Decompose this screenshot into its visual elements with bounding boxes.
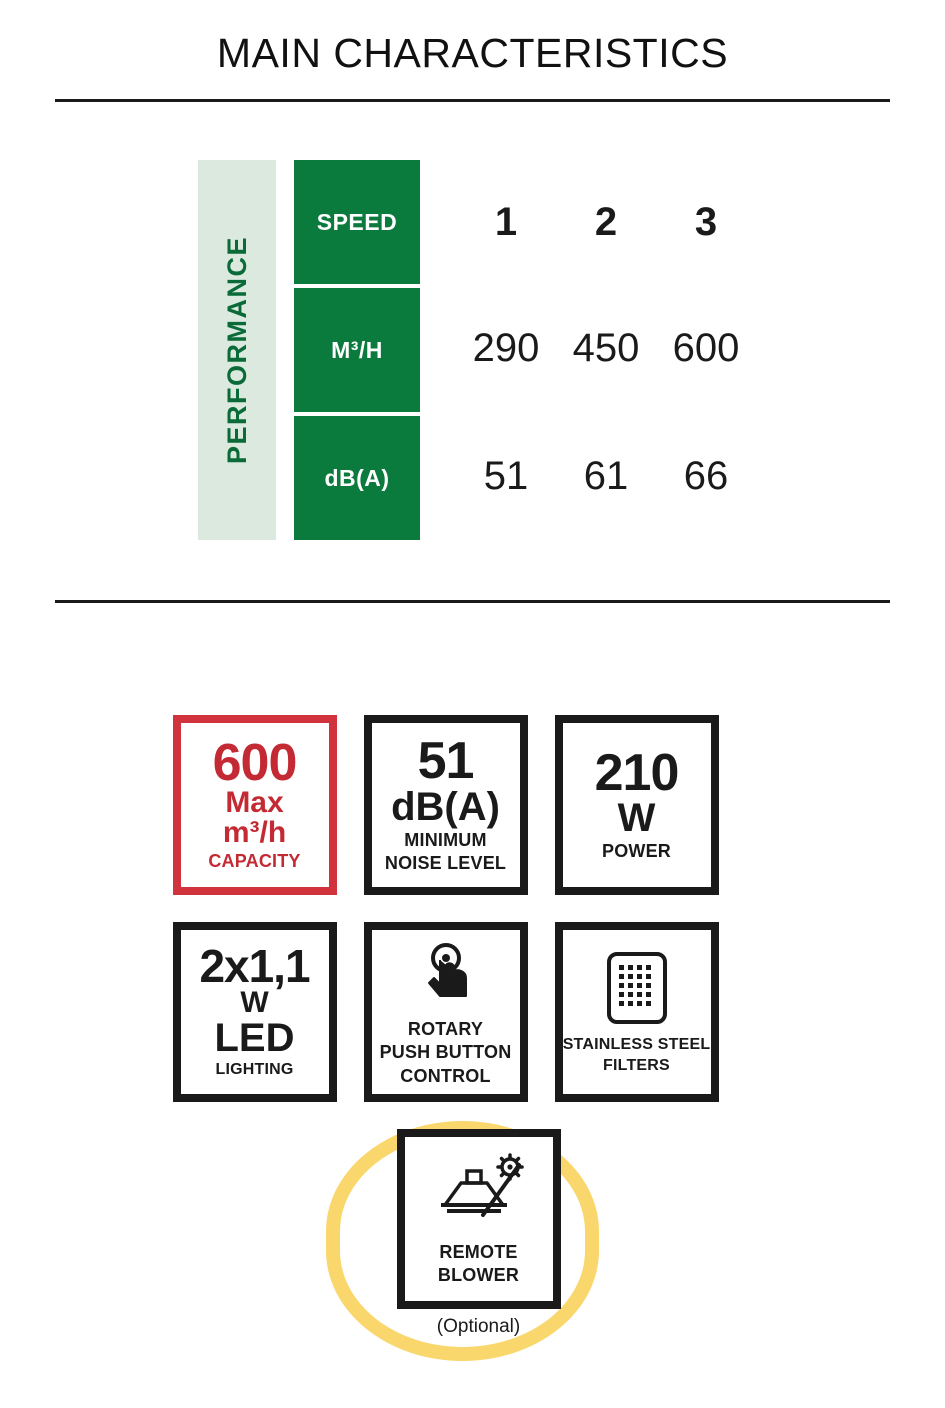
capacity-value: 600 [212,733,297,792]
feature-badges [173,603,773,1338]
page-title: MAIN CHARACTERISTICS [216,30,729,76]
noise-caption-line2: NOISE LEVEL [384,852,507,873]
performance-table [0,160,945,540]
feature-lighting [173,922,337,1102]
cell-airflow-2: 450 [572,325,640,370]
table-row [276,160,756,284]
row-values-speed [420,160,756,284]
control-caption-line3: CONTROL [400,1065,491,1086]
rotary-push-button-icon [410,938,482,1010]
cell-speed-2: 2 [594,199,618,244]
performance-section-label [198,160,276,540]
feature-remote-blower-wrap [397,1129,561,1338]
performance-rows [276,160,756,540]
row-values-airflow [420,284,756,412]
cell-airflow-1: 290 [472,325,540,370]
table-row [276,284,756,412]
cell-noise-2: 61 [583,453,629,498]
feature-remote-blower [397,1129,561,1309]
feature-row-2 [173,922,773,1102]
control-caption-line1: ROTARY [407,1019,484,1040]
power-caption: POWER [601,841,671,862]
noise-value: 51 [417,732,474,791]
led-caption: LIGHTING [215,1061,294,1079]
blower-caption-line2: BLOWER [437,1265,520,1285]
filters-caption-line2: FILTERS [603,1057,670,1074]
remote-blower-icon [427,1153,531,1233]
feature-power [555,715,719,895]
feature-noise [364,715,528,895]
led-type: LED [214,1016,295,1061]
capacity-caption: CAPACITY [208,851,301,872]
led-value: 2x1,1 [199,939,310,992]
table-row [276,412,756,540]
grease-filter-icon [604,949,670,1027]
cell-speed-1: 1 [494,199,518,244]
row-values-noise [420,412,756,540]
blower-caption-line1: REMOTE [439,1241,518,1262]
cell-airflow-3: 600 [672,325,740,370]
capacity-max-label: Max [225,786,284,820]
noise-unit: dB(A) [391,784,500,829]
cell-noise-1: 51 [483,453,529,498]
performance-section-label-text: PERFORMANCE [221,235,252,464]
feature-row-1 [173,715,773,895]
optional-note: (Optional) [436,1316,521,1337]
feature-control [364,922,528,1102]
feature-row-3 [171,1129,773,1338]
power-unit: W [617,796,656,841]
title-divider [55,99,890,102]
control-caption-line2: PUSH BUTTON [379,1042,512,1063]
led-unit: W [240,986,269,1020]
cell-noise-3: 66 [683,453,729,498]
power-value: 210 [594,743,679,802]
row-label-speed: SPEED [294,160,420,284]
feature-capacity [173,715,337,895]
capacity-unit: m³/h [222,816,287,850]
row-label-airflow: M³/H [294,288,420,412]
filters-caption-line1: STAINLESS STEEL [562,1036,711,1054]
feature-filters [555,922,719,1102]
cell-speed-3: 3 [694,199,718,244]
row-label-noise: dB(A) [294,416,420,540]
noise-caption-line1: MINIMUM [404,829,487,850]
